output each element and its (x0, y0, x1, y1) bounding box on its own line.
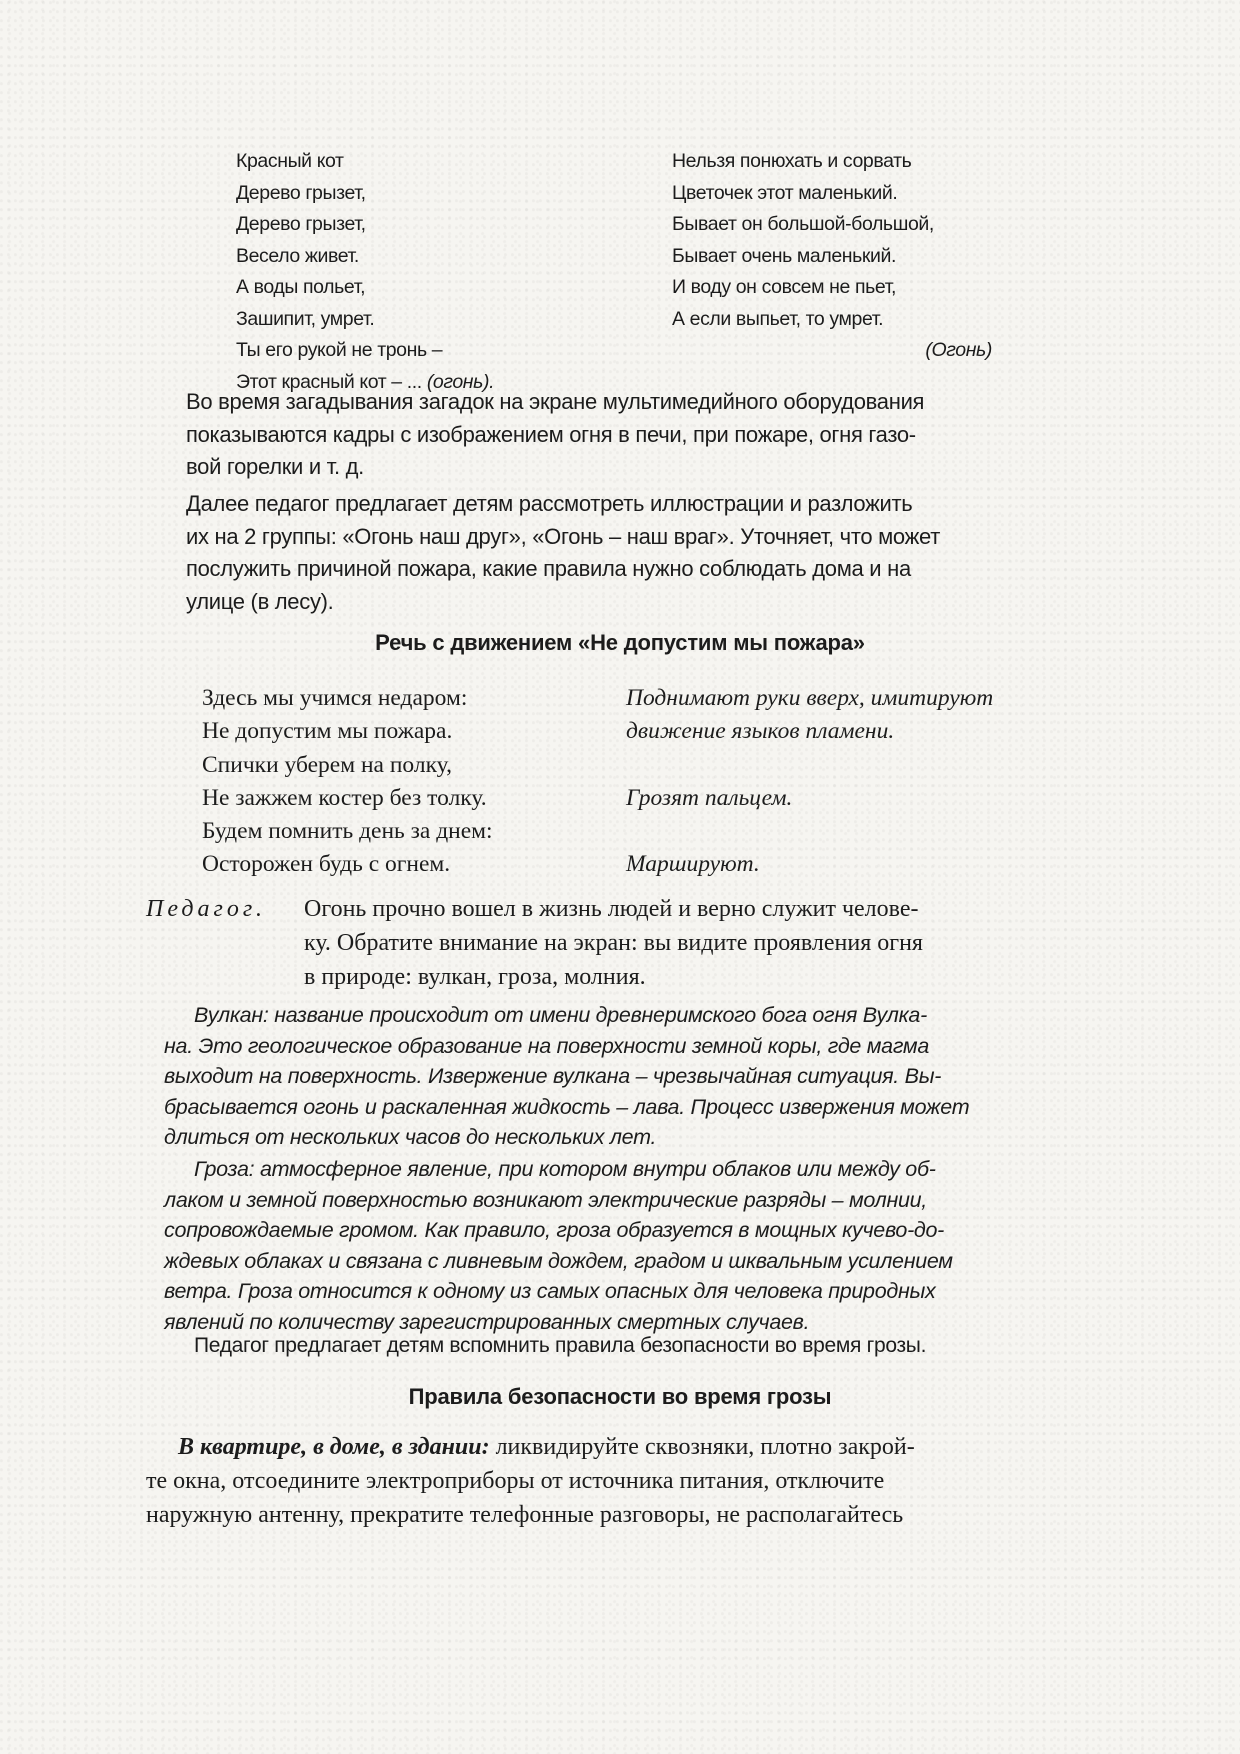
poem-line: Не зажжем костер без толку. (202, 785, 487, 811)
text-line: улице (в лесу). (186, 588, 334, 614)
poem-action: Маршируют. (626, 851, 760, 877)
riddle-line: Зашипит, умрет. (236, 307, 375, 330)
poem-action: Поднимают руки вверх, имитируют (626, 685, 994, 711)
rule-lead: В квартире, в доме, в здании: (178, 1434, 490, 1460)
text-line: Далее педагог предлагает детям рассмотреть иллюстрации и разложить (186, 491, 913, 516)
section-heading-speech: Речь с движением «Не допустим мы пожара» (375, 630, 865, 655)
riddle-text: Этот красный кот – ... (236, 370, 422, 393)
text-line: ку. Обратите внимание на экран: вы видите проявления огня (304, 930, 923, 956)
poem-line: Не допустим мы пожара. (202, 718, 453, 744)
poem-action: Грозят пальцем. (626, 785, 793, 811)
text-line: в природе: вулкан, гроза, молния. (304, 964, 646, 990)
text-line: Педагог предлагает детям вспомнить правила безопасности во время грозы. (194, 1334, 927, 1357)
text-line: их на 2 группы: «Огонь наш друг», «Огонь – наш враг». Уточняет, что может (186, 523, 941, 549)
text-line: Во время загадывания загадок на экране мультимедийного оборудования (186, 389, 925, 414)
poem-line: Будем помнить день за днем: (202, 818, 493, 844)
riddle-line: Весело живет. (236, 244, 359, 267)
riddle-left (236, 146, 494, 398)
poem-line: Спички уберем на полку, (202, 752, 452, 778)
riddle-line: И воду он совсем не пьет, (672, 276, 897, 298)
riddles-block (236, 146, 1016, 393)
speech-text (304, 892, 1086, 994)
poem-line: Здесь мы учимся недаром: (202, 685, 468, 711)
speaker-label: Педагог. (146, 896, 266, 922)
text-line: те окна, отсоедините электроприборы от источника питания, отключите (146, 1468, 885, 1494)
text-line: наружную антенну, прекратите телефонные разговоры, не располагайтесь (146, 1502, 904, 1528)
riddle-line: Ты его рукой не тронь – (236, 339, 443, 361)
rule-text: ликвидируйте сквозняки, плотно закрой- (489, 1434, 915, 1460)
text-line: ждевых облаках и связана с ливневым дождем, градом и шквальным усилением (164, 1248, 953, 1273)
text-line: сопровождаемые громом. Как правило, гроза образуется в мощных кучево-до- (164, 1218, 945, 1242)
text-line: Огонь прочно вошел в жизнь людей и верно служит челове- (304, 896, 919, 922)
riddle-line: Бывает он большой-большой, (672, 213, 934, 235)
text-line: Вулкан: название происходит от имени древнеримского бога огня Вулка- (194, 1003, 927, 1027)
riddle-line: А если выпьет, то умрет. (672, 307, 884, 330)
paragraph-storm (164, 1154, 1104, 1337)
riddle-line: Красный кот (236, 150, 344, 172)
paragraph-groups (186, 488, 1086, 618)
text-line: выходит на поверхность. Извержение вулкана – чрезвычайная ситуация. Вы- (164, 1064, 942, 1088)
poem-action: движение языков пламени. (626, 718, 895, 744)
text-line: длиться от нескольких часов до нескольких лет. (164, 1125, 657, 1149)
section-heading-safety: Правила безопасности во время грозы (408, 1384, 832, 1409)
riddle-answer: (огонь). (426, 370, 495, 393)
text-line: на. Это геологическое образование на поверхности земной коры, где магма (164, 1033, 929, 1058)
riddle-line: Бывает очень маленький. (672, 244, 897, 267)
text-line: послужить причиной пожара, какие правила нужно соблюдать дома и на (186, 556, 911, 581)
text-line: вой горелки и т. д. (186, 454, 364, 479)
poem-line: Осторожен будь с огнем. (202, 851, 451, 877)
text-line: Гроза: атмосферное явление, при котором внутри облаков или между об- (194, 1157, 936, 1181)
text-line: лаком и земной поверхностью возникают электрические разряды – молнии, (164, 1187, 927, 1212)
text-line: показываются кадры с изображением огня в печи, при пожаре, огня газо- (186, 421, 916, 447)
riddle-line: А воды польет, (236, 276, 366, 298)
text-line: ветра. Гроза относится к одному из самых опасных для человека природных (164, 1279, 936, 1303)
paragraph-multimedia (186, 386, 1086, 484)
riddle-line: Дерево грызет, (236, 181, 366, 204)
riddle-line: Цветочек этот маленький. (672, 181, 898, 204)
paragraph-remember-rules (194, 1330, 1094, 1363)
riddle-answer: (Огонь) (925, 339, 992, 361)
riddle-line: Нельзя понюхать и сорвать (672, 150, 912, 172)
riddle-line: Дерево грызет, (236, 213, 366, 235)
text-line: явлений по количеству зарегистрированных смертных случаев. (164, 1309, 810, 1334)
poem-block (202, 682, 1082, 882)
text-line (146, 1430, 1086, 1464)
paragraph-volcano (164, 1000, 1104, 1153)
safety-rules (146, 1430, 1086, 1532)
text-line: брасывается огонь и раскаленная жидкость – лава. Процесс извержения может (164, 1094, 970, 1119)
riddle-right (672, 146, 992, 367)
teacher-speech (146, 892, 1086, 1002)
